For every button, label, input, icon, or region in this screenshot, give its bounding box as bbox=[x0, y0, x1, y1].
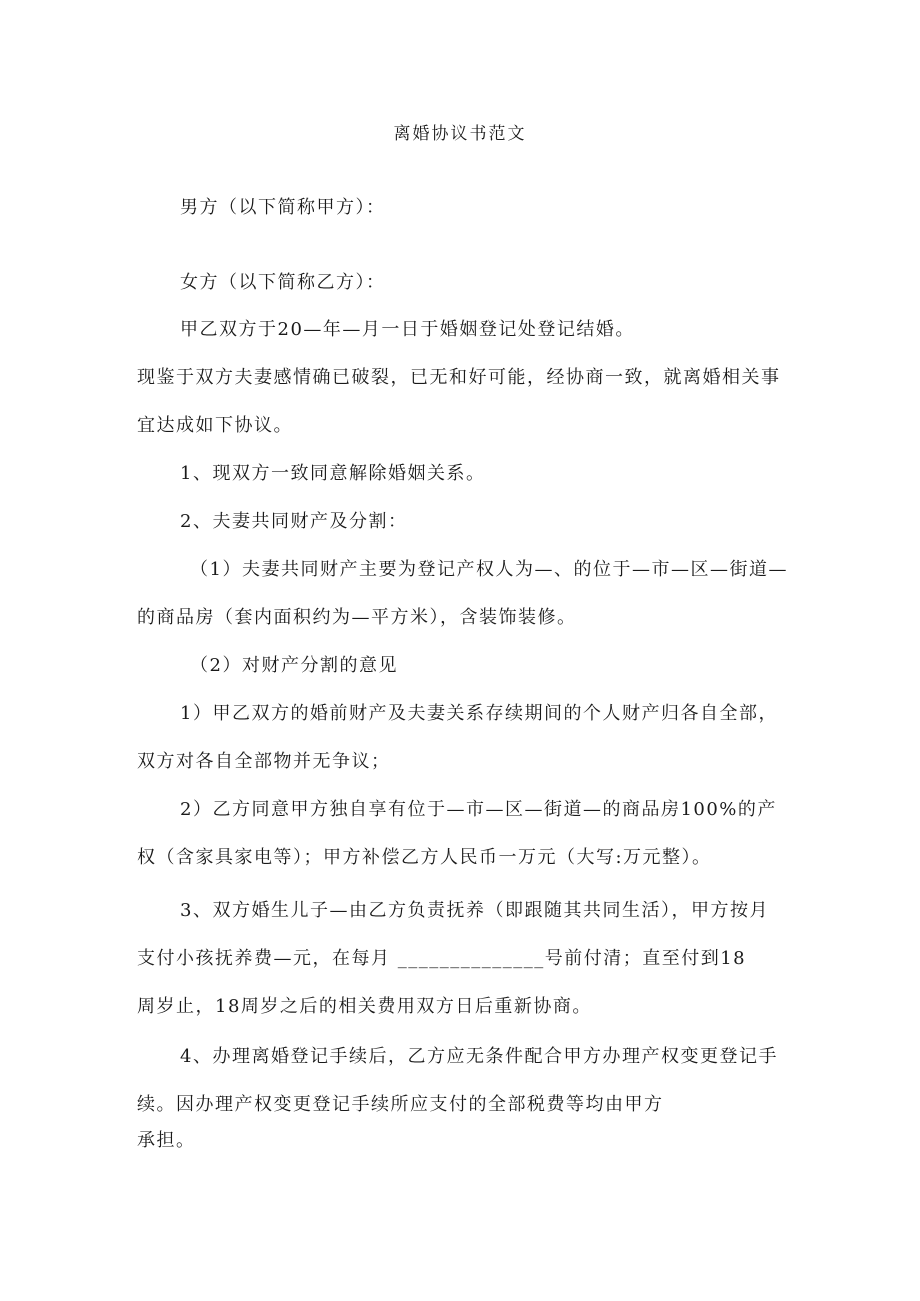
paragraph-marriage-date: 甲乙双方于20—年—月一日于婚姻登记处登记结婚。 bbox=[180, 319, 635, 340]
clause-4-line-1: 4、办理离婚登记手续后，乙方应无条件配合甲方办理产权变更登记手 bbox=[180, 1046, 778, 1067]
clause-2-1-line-2: 的商品房（套内面积约为—平方米），含装饰装修。 bbox=[137, 607, 577, 628]
paragraph-reason-line-2: 宜达成如下协议。 bbox=[137, 415, 293, 436]
clause-2-2-1-line-1: 1）甲乙双方的婚前财产及夫妻关系存续期间的个人财产归各自全部， bbox=[180, 703, 778, 724]
clause-2-2-2-line-1: 2）乙方同意甲方独自享有位于—市—区—街道—的商品房100%的产 bbox=[180, 799, 777, 820]
paragraph-reason-line-1: 现鉴于双方夫妻感情确已破裂，已无和好可能，经协商一致，就离婚相关事 bbox=[137, 367, 781, 388]
clause-3-line-1: 3、双方婚生儿子—由乙方负责抚养（即跟随其共同生活），甲方按月 bbox=[180, 900, 769, 921]
clause-4-line-3: 承担。 bbox=[137, 1130, 196, 1151]
clause-3-line-2: 支付小孩抚养费—元，在每月 ______________号前付清；直至付到18 bbox=[137, 948, 747, 969]
clause-1: 1、现双方一致同意解除婚姻关系。 bbox=[180, 463, 486, 484]
clause-4-line-2: 续。因办理产权变更登记手续所应支付的全部税费等均由甲方 bbox=[137, 1094, 664, 1115]
clause-3-line-3: 周岁止，18周岁之后的相关费用双方日后重新协商。 bbox=[137, 996, 592, 1017]
document-title: 离婚协议书范文 bbox=[393, 124, 527, 144]
clause-2-2-heading: （2）对财产分割的意见 bbox=[190, 655, 398, 676]
clause-2-2-1-line-2: 双方对各自全部物并无争议； bbox=[137, 751, 391, 772]
clause-2-2-2-line-2: 权（含家具家电等）；甲方补偿乙方人民币一万元（大写:万元整）。 bbox=[137, 847, 712, 868]
paragraph-female-party: 女方（以下简称乙方）： bbox=[180, 272, 386, 293]
paragraph-male-party: 男方（以下简称甲方）： bbox=[180, 197, 386, 218]
clause-2-1-line-1: （1）夫妻共同财产主要为登记产权人为—、的位于—市—区—街道— bbox=[190, 559, 788, 580]
clause-2-heading: 2、夫妻共同财产及分割： bbox=[180, 511, 408, 532]
